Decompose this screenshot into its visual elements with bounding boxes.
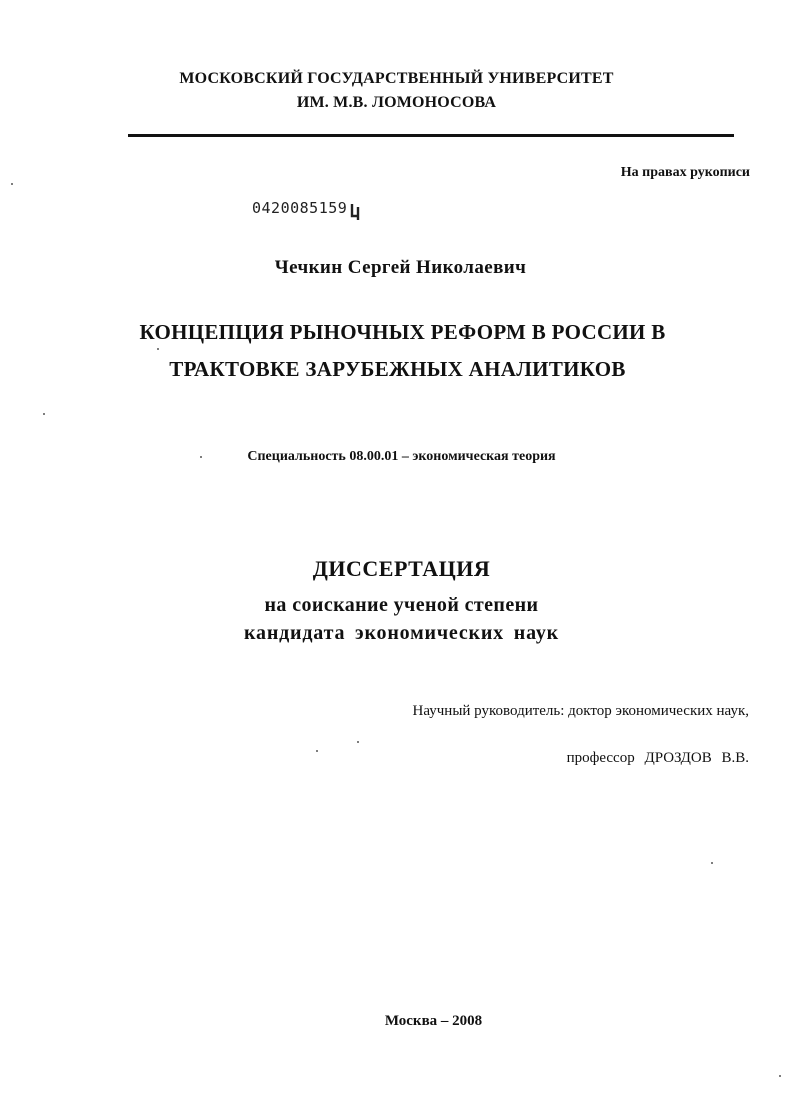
university-name: МОСКОВСКИЙ ГОСУДАРСТВЕННЫЙ УНИВЕРСИТЕТ	[179, 70, 614, 87]
scan-speck	[11, 183, 13, 185]
author-name: Чечкин Сергей Николаевич	[274, 257, 527, 278]
scan-speck	[779, 1075, 781, 1077]
supervisor-line2: профессор ДРОЗДОВ В.В.	[566, 750, 749, 766]
scan-speck	[200, 456, 202, 458]
archive-stamp: 0420085159	[252, 199, 348, 217]
specialty: Специальность 08.00.01 – экономическая теория	[247, 449, 556, 464]
handwritten-mark-icon	[349, 201, 365, 221]
degree-line1: на соискание ученой степени	[264, 594, 539, 616]
header-divider	[128, 134, 734, 137]
degree-line2: кандидата экономических наук	[244, 622, 559, 644]
manuscript-note: На правах рукописи	[620, 165, 750, 180]
city-year: Москва – 2008	[384, 1013, 483, 1029]
work-type-heading: ДИССЕРТАЦИЯ	[312, 556, 491, 581]
scan-speck	[711, 862, 713, 864]
thesis-title-line1: КОНЦЕПЦИЯ РЫНОЧНЫХ РЕФОРМ В РОССИИ В	[139, 320, 666, 344]
scan-speck	[316, 750, 318, 752]
scan-speck	[357, 741, 359, 743]
scan-speck	[43, 413, 45, 415]
supervisor-line1: Научный руководитель: доктор экономических наук,	[412, 703, 749, 719]
thesis-title-line2: ТРАКТОВКЕ ЗАРУБЕЖНЫХ АНАЛИТИКОВ	[169, 357, 626, 381]
scan-speck	[157, 348, 159, 350]
university-subtitle: ИМ. М.В. ЛОМОНОСОВА	[296, 94, 497, 111]
